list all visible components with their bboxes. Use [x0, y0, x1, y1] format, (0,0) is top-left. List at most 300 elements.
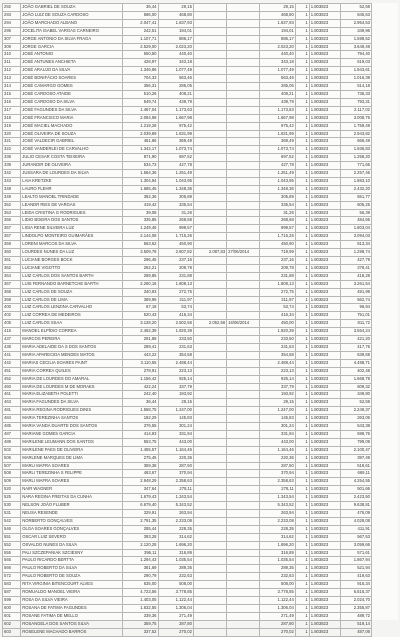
table-cell: 1.343,54: [158, 494, 193, 502]
table-cell: 1.803823: [309, 288, 340, 296]
table-cell: 272,75: [260, 288, 295, 296]
table-cell: 1: [295, 106, 309, 114]
table-cell: 813,34: [340, 241, 371, 249]
table-cell: 1: [295, 581, 309, 589]
table-cell: [193, 351, 226, 359]
table-cell: RITA VIRGINIA BITENCOURT ALVES: [21, 581, 123, 589]
table-cell: 278,91: [123, 367, 158, 375]
table-cell: 305,89: [158, 193, 193, 201]
table-cell: 1: [295, 565, 309, 573]
table-cell: 29,15: [158, 399, 193, 407]
table-cell: 1: [295, 98, 309, 106]
table-cell: 704,33: [123, 75, 158, 83]
table-cell: 442: [3, 359, 21, 367]
table-cell: 635,00: [123, 581, 158, 589]
table-cell: 1: [295, 51, 309, 59]
table-cell: 2.791,35: [123, 517, 158, 525]
table-cell: LUIZ CARLOS LENZINA CARVALHO: [21, 304, 123, 312]
table-cell: 3.554,24: [340, 328, 371, 336]
table-cell: 1: [295, 90, 309, 98]
table-cell: 502: [3, 446, 21, 454]
table-cell: 1.808,13: [158, 280, 193, 288]
table-cell: 1: [295, 162, 309, 170]
table-cell: 400: [3, 304, 21, 312]
table-cell: 1.715,26: [158, 233, 193, 241]
table-cell: 1.173,63: [260, 106, 295, 114]
table-row: [3, 478, 372, 486]
table-row: [3, 241, 372, 249]
table-cell: 1.803823: [309, 249, 340, 257]
table-cell: 1.298,74: [340, 249, 371, 257]
table-cell: 508: [3, 470, 21, 478]
table-cell: 31,26: [260, 209, 295, 217]
table-cell: 916,34: [340, 581, 371, 589]
table-cell: 489: [3, 438, 21, 446]
table-row: [3, 106, 372, 114]
table-cell: [227, 423, 260, 431]
table-cell: MARIA ADELAIDE DA S DOS SANTOS: [21, 343, 123, 351]
table-cell: 369,49: [260, 138, 295, 146]
table-cell: 598,76: [340, 430, 371, 438]
table-cell: [227, 383, 260, 391]
table-cell: [193, 75, 226, 83]
table-cell: 1: [295, 454, 309, 462]
table-cell: 29,15: [260, 4, 295, 12]
table-cell: 609,32: [340, 383, 371, 391]
table-cell: 314: [3, 83, 21, 91]
table-cell: MARIA TEREZINHA SANTOS: [21, 415, 123, 423]
table-cell: 1.867,94: [340, 557, 371, 565]
table-cell: 313: [3, 75, 21, 83]
table-cell: [227, 351, 260, 359]
table-cell: 316: [3, 98, 21, 106]
table-cell: 1.803823: [309, 589, 340, 597]
table-cell: 287,50: [260, 462, 295, 470]
table-cell: 2.488,44: [158, 359, 193, 367]
table-cell: 1: [295, 154, 309, 162]
table-cell: 2.948,29: [123, 478, 158, 486]
table-cell: [227, 399, 260, 407]
table-cell: 322: [3, 146, 21, 154]
table-cell: MARLI MAFRA SOARES: [21, 478, 123, 486]
table-cell: 1.803823: [309, 209, 340, 217]
table-cell: JOSÉ CARDOSO DA SILVA: [21, 98, 123, 106]
table-cell: 370,94: [158, 470, 193, 478]
table-cell: 1: [295, 249, 309, 257]
table-cell: 349: [3, 193, 21, 201]
table-cell: 232,63: [158, 573, 193, 581]
table-cell: 362: [3, 264, 21, 272]
table-cell: 1.803823: [309, 19, 340, 27]
table-cell: [193, 35, 226, 43]
table-cell: 6.679,40: [123, 502, 158, 510]
table-cell: 405: [3, 320, 21, 328]
table-cell: 295: [3, 27, 21, 35]
table-cell: [227, 217, 260, 225]
table-cell: 357: [3, 233, 21, 241]
table-cell: [193, 494, 226, 502]
table-cell: 1.258,20: [340, 154, 371, 162]
table-cell: 2.023,20: [260, 43, 295, 51]
table-cell: 1.803823: [309, 98, 340, 106]
table-cell: JORGE GARCIA: [21, 43, 123, 51]
table-cell: 1: [295, 67, 309, 75]
table-cell: 1.803823: [309, 146, 340, 154]
table-cell: 1.803823: [309, 494, 340, 502]
table-cell: 1: [295, 367, 309, 375]
table-cell: LUCIANE BORGES BOCK: [21, 257, 123, 265]
table-cell: [227, 304, 260, 312]
table-row: [3, 470, 372, 478]
table-cell: 339,36: [123, 612, 158, 620]
table-cell: [227, 67, 260, 75]
table-cell: [227, 225, 260, 233]
table-cell: 2.355,87: [340, 604, 371, 612]
table-cell: 1.803823: [309, 272, 340, 280]
table-cell: [193, 138, 226, 146]
table-row: [3, 359, 372, 367]
table-row: [3, 209, 372, 217]
table-cell: 1: [295, 320, 309, 328]
table-cell: 263,94: [260, 510, 295, 518]
table-row: [3, 114, 372, 122]
table-row: [3, 367, 372, 375]
table-cell: OSCAR LUIZ SEVERO: [21, 533, 123, 541]
table-cell: 2.084,98: [123, 114, 158, 122]
table-cell: [193, 193, 226, 201]
table-cell: 339: [3, 162, 21, 170]
table-cell: [227, 201, 260, 209]
table-cell: [193, 288, 226, 296]
table-cell: 1: [295, 359, 309, 367]
table-row: [3, 288, 372, 296]
table-row: [3, 59, 372, 67]
table-cell: ROSELENE MACHADO BARROS: [21, 628, 123, 636]
table-cell: 1: [295, 130, 309, 138]
table-cell: 359: [3, 241, 21, 249]
table-cell: 3.059,66: [340, 541, 371, 549]
table-cell: 1: [295, 35, 309, 43]
table-cell: 233,50: [158, 336, 193, 344]
table-cell: 1.803823: [309, 296, 340, 304]
table-row: [3, 67, 372, 75]
table-cell: [193, 557, 226, 565]
table-cell: 1.803823: [309, 612, 340, 620]
table-cell: 427,79: [340, 257, 371, 265]
table-cell: [193, 581, 226, 589]
table-cell: [193, 328, 226, 336]
table-cell: 1.637,93: [260, 19, 295, 27]
table-cell: 1: [295, 470, 309, 478]
table-cell: 1.696,20: [260, 541, 295, 549]
table-cell: 1.668,78: [340, 375, 371, 383]
table-row: [3, 98, 372, 106]
table-cell: [227, 83, 260, 91]
table-cell: 361: [3, 257, 21, 265]
table-cell: JOÃO LUIZ DE SOUZA CARDOSO: [21, 11, 123, 19]
table-row: [3, 486, 372, 494]
table-cell: [227, 343, 260, 351]
table-row: [3, 343, 372, 351]
table-cell: [227, 280, 260, 288]
table-cell: [193, 628, 226, 636]
table-cell: 1.043,95: [260, 177, 295, 185]
table-cell: 1: [295, 11, 309, 19]
table-cell: 2.488,44: [260, 359, 295, 367]
table-cell: 542: [3, 517, 21, 525]
table-cell: 428,97: [123, 59, 158, 67]
table-cell: 1.803823: [309, 264, 340, 272]
table-cell: 337,79: [260, 383, 295, 391]
table-cell: 305,89: [260, 193, 295, 201]
table-cell: 6.816,37: [340, 589, 371, 597]
table-cell: 1.073,74: [260, 146, 295, 154]
table-cell: [227, 170, 260, 178]
table-cell: [193, 383, 226, 391]
table-cell: 811,72: [340, 320, 371, 328]
table-row: [3, 154, 372, 162]
table-cell: 29,15: [158, 4, 193, 12]
table-row: [3, 525, 372, 533]
table-cell: 1: [295, 241, 309, 249]
table-cell: 669,11: [340, 470, 371, 478]
table-cell: 1.122,44: [158, 596, 193, 604]
table-cell: [193, 596, 226, 604]
table-cell: 223,13: [260, 367, 295, 375]
table-cell: 520: [3, 486, 21, 494]
table-cell: 285,05: [158, 83, 193, 91]
table-cell: 1.759,49: [340, 122, 371, 130]
table-cell: 1.803823: [309, 596, 340, 604]
table-cell: 3.778,85: [158, 589, 193, 597]
table-cell: 1.667,98: [260, 114, 295, 122]
table-cell: 1: [295, 628, 309, 636]
table-row: [3, 280, 372, 288]
table-cell: 1.251,49: [260, 170, 295, 178]
table-cell: 1: [295, 343, 309, 351]
table-cell: 228,35: [260, 525, 295, 533]
table-cell: 520,43: [123, 312, 158, 320]
table-cell: [193, 565, 226, 573]
table-cell: 1: [295, 486, 309, 494]
table-cell: 285,44: [123, 525, 158, 533]
table-row: [3, 517, 372, 525]
table-cell: 1: [295, 351, 309, 359]
table-cell: 1.247,00: [260, 407, 295, 415]
table-cell: 408,21: [158, 90, 193, 98]
table-cell: JOÃO MARCHADO ALBANO: [21, 19, 123, 27]
table-cell: 925,14: [260, 375, 295, 383]
table-cell: 1: [295, 185, 309, 193]
table-cell: 583: [3, 581, 21, 589]
table-cell: [227, 581, 260, 589]
table-row: [3, 257, 372, 265]
table-row: [3, 27, 372, 35]
table-cell: 1: [295, 502, 309, 510]
table-cell: 1.803823: [309, 533, 340, 541]
table-cell: 275,45: [123, 454, 158, 462]
table-cell: [227, 494, 260, 502]
table-row: [3, 201, 372, 209]
table-cell: 440,40: [158, 51, 193, 59]
table-cell: 278,11: [158, 486, 193, 494]
table-cell: 36,44: [123, 4, 158, 12]
table-cell: 2.047,41: [123, 19, 158, 27]
table-cell: LUIZ CORREA DE MEDEIROS: [21, 312, 123, 320]
table-cell: 1.346,86: [123, 67, 158, 75]
table-cell: 886,17: [260, 35, 295, 43]
table-cell: 31,26: [158, 209, 193, 217]
table-cell: MARIAS CECILIA SOARES PAINT: [21, 359, 123, 367]
table-row: [3, 130, 372, 138]
table-cell: [227, 478, 260, 486]
table-row: [3, 502, 372, 510]
table-cell: LIDIO BOEIRA DOS SANTOS: [21, 217, 123, 225]
table-cell: 2.117,02: [340, 106, 371, 114]
table-row: [3, 399, 372, 407]
table-cell: 317: [3, 106, 21, 114]
table-cell: 314,62: [158, 533, 193, 541]
table-cell: 4.254,55: [340, 478, 371, 486]
table-cell: 418,28: [340, 272, 371, 280]
table-cell: 1: [295, 596, 309, 604]
table-cell: 1: [295, 83, 309, 91]
table-cell: 438: [3, 343, 21, 351]
table-cell: 289,35: [260, 565, 295, 573]
table-cell: 1.803823: [309, 328, 340, 336]
table-cell: [193, 589, 226, 597]
table-cell: 525: [3, 494, 21, 502]
table-cell: 1.803823: [309, 90, 340, 98]
table-cell: 550,50: [123, 51, 158, 59]
table-cell: 751,01: [340, 312, 371, 320]
table-cell: JURANDIR DE OLIVEIRA: [21, 162, 123, 170]
table-cell: 439,79: [158, 98, 193, 106]
table-cell: 1.122,44: [260, 596, 295, 604]
table-cell: 1.920,39: [260, 328, 295, 336]
table-cell: 1.667,98: [158, 114, 193, 122]
table-row: [3, 177, 372, 185]
table-cell: 443,00: [260, 438, 295, 446]
table-cell: ROSA DA SILVA VIEIRA: [21, 596, 123, 604]
table-cell: 3.261,54: [340, 280, 371, 288]
table-cell: 1.803823: [309, 312, 340, 320]
table-cell: 552: [3, 541, 21, 549]
table-cell: 289,41: [123, 343, 158, 351]
table-cell: [193, 51, 226, 59]
table-cell: 639,59: [340, 351, 371, 359]
table-cell: MARIANE GOMES GARCIA: [21, 430, 123, 438]
table-cell: 1.164,46: [260, 446, 295, 454]
table-cell: JOSÉ ANTUNES ANCHIETA: [21, 59, 123, 67]
table-cell: 491,99: [340, 288, 371, 296]
table-cell: 318: [3, 114, 21, 122]
table-cell: 296,45: [123, 257, 158, 265]
table-cell: 1.803823: [309, 486, 340, 494]
table-cell: 572: [3, 573, 21, 581]
table-cell: 311,97: [260, 296, 295, 304]
table-row: [3, 249, 372, 257]
table-cell: [227, 11, 260, 19]
table-row: [3, 193, 372, 201]
table-cell: 1.342,17: [123, 146, 158, 154]
table-cell: 1.803823: [309, 320, 340, 328]
table-row: [3, 122, 372, 130]
table-cell: 1.564,36: [123, 170, 158, 178]
table-cell: 1.920,39: [158, 328, 193, 336]
table-cell: 476,09: [340, 510, 371, 518]
table-cell: 586,00: [123, 11, 158, 19]
table-cell: 242,40: [123, 391, 158, 399]
table-cell: 419,63: [340, 573, 371, 581]
table-cell: 534,73: [123, 162, 158, 170]
table-cell: 1.803823: [309, 59, 340, 67]
table-cell: 231,53: [158, 343, 193, 351]
table-cell: 1: [295, 517, 309, 525]
table-cell: 1.803823: [309, 383, 340, 391]
table-cell: 263,94: [158, 510, 193, 518]
table-cell: 1.803823: [309, 43, 340, 51]
table-cell: 601: [3, 612, 21, 620]
table-cell: 268,68: [260, 217, 295, 225]
table-cell: [227, 328, 260, 336]
table-cell: 1.803823: [309, 122, 340, 130]
table-cell: MARLI TEREZINHA S FELIPPE: [21, 470, 123, 478]
table-cell: 343,18: [260, 59, 295, 67]
table-cell: 417,75: [340, 343, 371, 351]
table-cell: 359,38: [123, 462, 158, 470]
table-cell: MARIA REGINA RODRIGUES DINIS: [21, 407, 123, 415]
table-cell: 1.803823: [309, 525, 340, 533]
table-cell: 509: [3, 478, 21, 486]
table-cell: 1: [295, 170, 309, 178]
table-cell: 484: [3, 415, 21, 423]
table-cell: 1.803823: [309, 359, 340, 367]
table-cell: [193, 399, 226, 407]
table-cell: 1: [295, 19, 309, 27]
table-cell: 194,01: [260, 27, 295, 35]
table-cell: 1.173,63: [158, 106, 193, 114]
table-cell: MARIA VANDA DUARTE DOS SANTOS: [21, 423, 123, 431]
table-cell: LOURDES NUNES DA LUZ: [21, 249, 123, 257]
table-row: [3, 35, 372, 43]
table-cell: 1.803823: [309, 620, 340, 628]
table-cell: 514,18: [340, 83, 371, 91]
table-cell: 2.024,70: [340, 596, 371, 604]
table-cell: 1: [295, 391, 309, 399]
table-cell: 451: [3, 367, 21, 375]
table-cell: [193, 272, 226, 280]
table-cell: JOSÉ VALDECIR GABRIEL: [21, 138, 123, 146]
table-cell: 440,40: [260, 51, 295, 59]
table-cell: 356,31: [123, 83, 158, 91]
table-cell: 1.803823: [309, 343, 340, 351]
table-cell: 1.803,04: [340, 225, 371, 233]
table-cell: 367: [3, 280, 21, 288]
table-cell: MARLI MAFRA SOARES: [21, 462, 123, 470]
table-cell: 209,78: [158, 264, 193, 272]
table-cell: 600: [3, 604, 21, 612]
table-cell: 368: [3, 288, 21, 296]
table-cell: [227, 51, 260, 59]
table-cell: [193, 312, 226, 320]
table-cell: 1.803823: [309, 351, 340, 359]
table-cell: [227, 367, 260, 375]
table-row: [3, 454, 372, 462]
table-cell: [193, 225, 226, 233]
table-cell: 2.233,08: [158, 517, 193, 525]
table-cell: 310: [3, 51, 21, 59]
